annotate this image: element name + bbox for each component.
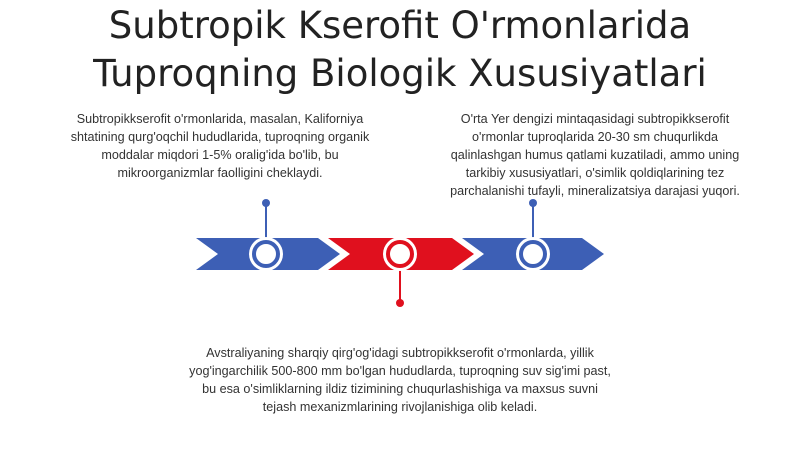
text-line: parchalanishi tufayli, mineralizatsiya darajasi yuqori. <box>450 184 740 198</box>
connector-dot-1 <box>262 199 270 207</box>
text-line: mikroorganizmlar faolligini cheklaydi. <box>117 166 323 180</box>
text-line: o'rmonlar tuproqlarida 20-30 sm chuqurlikda <box>471 130 718 144</box>
text-line: tejash mexanizmlarining rivojlanishiga olib keladi. <box>262 400 538 414</box>
text-line: tarkibiy xususiyatlari, o'simlik qoldiqlarining tez <box>465 166 725 180</box>
text-line: Subtropikkserofit o'rmonlarida, masalan, Kaliforniya <box>76 112 364 126</box>
text-line: yog'ingarchilik 500-800 mm bo'lgan hududlarda, tuproqning suv sig'imi past, <box>189 364 611 378</box>
title-line-2: Tuproqning Biologik Xususiyatlari <box>93 52 707 95</box>
connector-dot-2 <box>396 299 404 307</box>
text-line: qalinlashgan humus qatlami kuzatiladi, ammo uning <box>450 148 740 162</box>
text-line: moddalar miqdori 1-5% oralig'ida bo'lib, bu <box>101 148 339 162</box>
title-line-1: Subtropik Kserofit O'rmonlarida <box>108 4 692 47</box>
text-line: shtatining qurg'oqchil hududlarida, tuproqning organik <box>70 130 370 144</box>
text-line: O'rta Yer dengizi mintaqasidagi subtropikkserofit <box>460 112 730 126</box>
connector-dot-3 <box>529 199 537 207</box>
text-line: bu esa o'simliklarning ildiz tizimining chuqurlashishiga va maxsus suvni <box>202 382 598 396</box>
text-line: Avstraliyaning sharqiy qirg'og'idagi subtropikkserofit o'rmonlarda, yillik <box>206 346 594 360</box>
